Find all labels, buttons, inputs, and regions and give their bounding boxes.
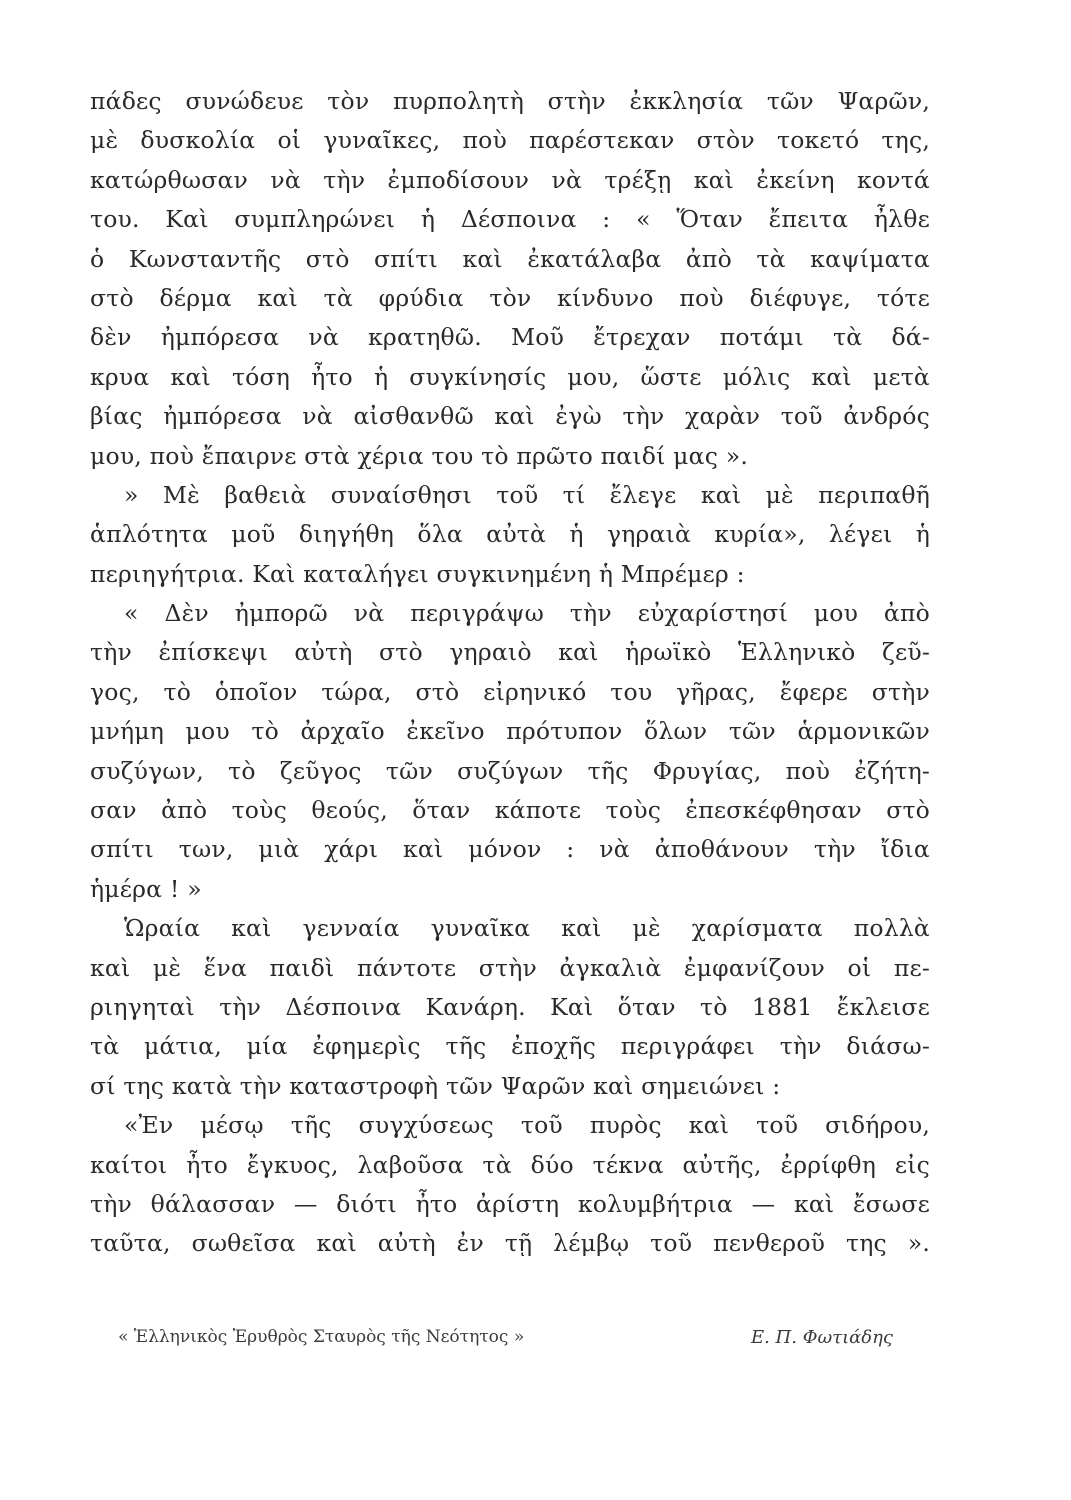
attribution-footer [118, 1327, 893, 1348]
text-line: ἁπλότητα μοῦ διηγήθη ὅλα αὐτὰ ἡ γηραιὰ κυρία», λέγει ἡ [90, 520, 930, 549]
text-line: ταῦτα, σωθεῖσα καὶ αὐτὴ ἐν τῇ λέμβῳ τοῦ πενθεροῦ της ». [90, 1229, 930, 1258]
text-line: ἡμέρα ! » [90, 874, 202, 903]
text-line: σί της κατὰ τὴν καταστροφὴ τῶν Ψαρῶν καὶ σημειώνει : [90, 1071, 781, 1100]
text-line: μὲ δυσκολία οἱ γυναῖκες, ποὺ παρέστεκαν στὸν τοκετό της, [90, 126, 930, 155]
text-line: τὰ μάτια, μία ἐφημερὶς τῆς ἐποχῆς περιγράφει τὴν διάσω- [90, 1032, 930, 1061]
text-line: Ὡραία καὶ γενναία γυναῖκα καὶ μὲ χαρίσματα πολλὰ [124, 914, 930, 943]
author-name: Ε. Π. Φωτιάδης [750, 1327, 893, 1348]
text-line: ὁ Κωνσταντῆς στὸ σπίτι καὶ ἐκατάλαβα ἀπὸ τὰ καψίματα [90, 244, 930, 273]
text-line: πάδες συνώδευε τὸν πυρπολητὴ στὴν ἐκκλησία τῶν Ψαρῶν, [90, 87, 930, 115]
source-citation: « Ἑλληνικὸς Ἐρυθρὸς Σταυρὸς τῆς Νεότητος » [118, 1327, 525, 1347]
text-line: του. Καὶ συμπληρώνει ἡ Δέσποινα : « Ὅταν ἔπειτα ἦλθε [90, 205, 930, 234]
text-line: σπίτι των, μιὰ χάρι καὶ μόνον : νὰ ἀποθάνουν τὴν ἴδια [90, 835, 930, 864]
text-line: μου, ποὺ ἔπαιρνε στὰ χέρια του τὸ πρῶτο παιδί μας ». [90, 441, 748, 470]
text-line: «Ἐν μέσῳ τῆς συγχύσεως τοῦ πυρὸς καὶ τοῦ σιδήρου, [124, 1111, 930, 1140]
text-line: « Δὲν ἠμπορῶ νὰ περιγράψω τὴν εὐχαρίστησί μου ἀπὸ [124, 599, 930, 628]
text-line: καὶ μὲ ἕνα παιδὶ πάντοτε στὴν ἀγκαλιὰ ἐμφανίζουν οἱ πε- [90, 953, 930, 982]
text-line: γος, τὸ ὁποῖον τώρα, στὸ εἰρηνικό του γῆρας, ἔφερε στὴν [90, 677, 930, 706]
text-line: σαν ἀπὸ τοὺς θεούς, ὅταν κάποτε τοὺς ἐπεσκέφθησαν στὸ [90, 796, 930, 825]
text-line: τὴν ἐπίσκεψι αὐτὴ στὸ γηραιὸ καὶ ἡρωϊκὸ Ἑλληνικὸ ζεῦ- [90, 638, 930, 667]
text-line: τὴν θάλασσαν — διότι ἦτο ἀρίστη κολυμβήτρια — καὶ ἔσωσε [90, 1189, 930, 1218]
text-line: συζύγων, τὸ ζεῦγος τῶν συζύγων τῆς Φρυγίας, ποὺ ἐζήτη- [90, 756, 930, 785]
text-line: κρυα καὶ τόση ἦτο ἡ συγκίνησίς μου, ὥστε μόλις καὶ μετὰ [90, 362, 930, 391]
text-line: ριηγηταὶ τὴν Δέσποινα Κανάρη. Καὶ ὅταν τὸ 1881 ἔκλεισε [90, 992, 930, 1021]
text-line: μνήμη μου τὸ ἀρχαῖο ἐκεῖνο πρότυπον ὅλων τῶν ἁρμονικῶν [90, 717, 930, 746]
page-body [90, 82, 930, 1264]
text-line: καίτοι ἦτο ἔγκυος, λαβοῦσα τὰ δύο τέκνα αὐτῆς, ἐρρίφθη εἰς [90, 1150, 930, 1179]
text-line: κατώρθωσαν νὰ τὴν ἐμποδίσουν νὰ τρέξῃ καὶ ἐκείνη κοντά [90, 165, 930, 194]
text-line: βίας ἠμπόρεσα νὰ αἰσθανθῶ καὶ ἐγὼ τὴν χαρὰν τοῦ ἀνδρός [90, 402, 930, 431]
text-line: » Μὲ βαθειὰ συναίσθησι τοῦ τί ἔλεγε καὶ μὲ περιπαθῆ [124, 480, 930, 509]
text-line: περιηγήτρια. Καὶ καταλήγει συγκινημένη ἡ Μπρέμερ : [90, 559, 745, 588]
text-line: στὸ δέρμα καὶ τὰ φρύδια τὸν κίνδυνο ποὺ διέφυγε, τότε [90, 283, 930, 312]
text-line: δὲν ἠμπόρεσα νὰ κρατηθῶ. Μοῦ ἔτρεχαν ποτάμι τὰ δά- [90, 323, 930, 352]
